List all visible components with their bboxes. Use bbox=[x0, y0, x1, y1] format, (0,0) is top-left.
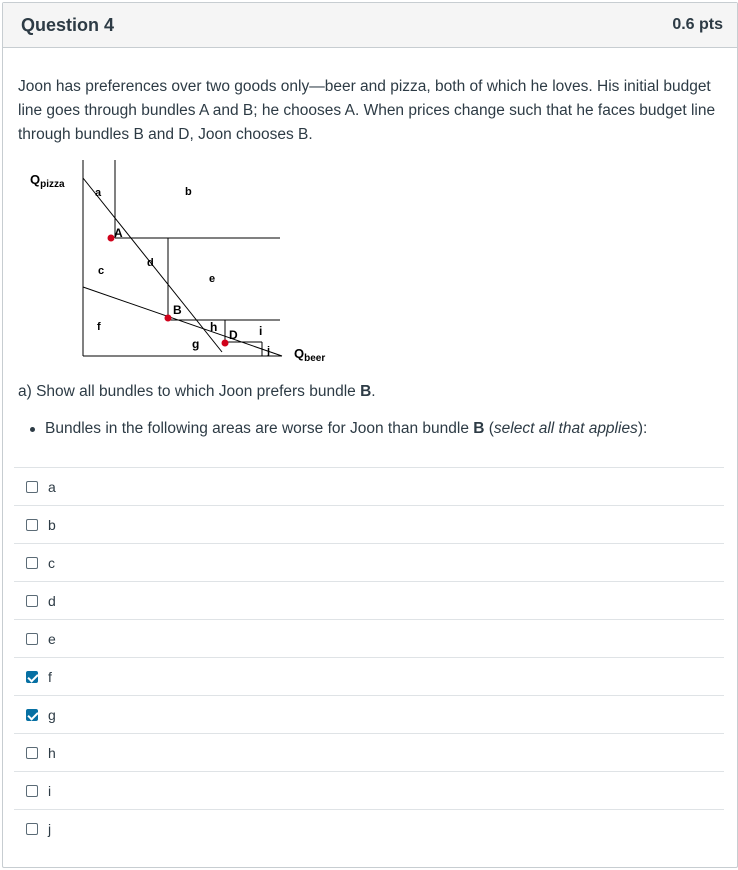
answer-label: c bbox=[48, 554, 55, 571]
answer-checkbox-j[interactable] bbox=[26, 823, 38, 835]
region-label-j: j bbox=[267, 345, 271, 357]
answer-option-a[interactable] bbox=[14, 467, 724, 505]
part-a-suffix: . bbox=[371, 383, 376, 400]
answer-label: d bbox=[48, 592, 56, 609]
answer-checkbox-f[interactable] bbox=[26, 671, 38, 683]
answer-checkbox-i[interactable] bbox=[26, 785, 38, 797]
region-label-c: c bbox=[98, 265, 105, 277]
answer-label: j bbox=[48, 820, 52, 837]
budget-diagram bbox=[22, 160, 352, 370]
answer-checkbox-g[interactable] bbox=[26, 709, 38, 721]
answer-option-d[interactable] bbox=[14, 581, 724, 619]
region-label-b: b bbox=[185, 186, 192, 198]
answer-list bbox=[14, 467, 724, 847]
region-label-e: e bbox=[209, 273, 216, 285]
answer-option-h[interactable] bbox=[14, 733, 724, 771]
part-a-bold: B bbox=[360, 383, 372, 400]
answer-checkbox-h[interactable] bbox=[26, 747, 38, 759]
region-label-f: f bbox=[97, 321, 101, 333]
answer-option-j[interactable] bbox=[14, 809, 724, 847]
region-label-a: a bbox=[95, 187, 102, 199]
answer-label: a bbox=[48, 478, 56, 495]
point-d-marker bbox=[222, 340, 229, 347]
answer-checkbox-b[interactable] bbox=[26, 519, 38, 531]
region-label-i: i bbox=[259, 324, 263, 338]
region-label-h: h bbox=[210, 320, 218, 334]
answer-option-g[interactable] bbox=[14, 695, 724, 733]
point-label-a: A bbox=[114, 226, 123, 240]
budget-line-bd bbox=[83, 287, 282, 356]
answer-option-b[interactable] bbox=[14, 505, 724, 543]
part-a-prompt bbox=[18, 383, 376, 401]
point-label-d: D bbox=[229, 328, 238, 342]
region-label-d: d bbox=[147, 257, 154, 269]
question-points: 0.6 pts bbox=[672, 16, 723, 33]
answer-label: h bbox=[48, 744, 56, 761]
answer-checkbox-a[interactable] bbox=[26, 481, 38, 493]
point-label-b: B bbox=[173, 303, 182, 317]
answer-checkbox-d[interactable] bbox=[26, 595, 38, 607]
point-b-marker bbox=[165, 315, 172, 322]
answer-label: i bbox=[48, 782, 52, 799]
answer-option-f[interactable] bbox=[14, 657, 724, 695]
answer-option-e[interactable] bbox=[14, 619, 724, 657]
y-axis-label: $Q_{pizza}$ bbox=[30, 172, 65, 190]
instruction-text: Bundles in the following areas are worse for Joon than bundle B (select all that applies): bbox=[45, 420, 648, 437]
region-label-g: g bbox=[192, 337, 200, 351]
answer-label: f bbox=[48, 668, 52, 685]
answer-label: g bbox=[48, 706, 56, 723]
question-header bbox=[3, 3, 737, 48]
answer-label: b bbox=[48, 516, 56, 533]
part-a-prefix: a) Show all bundles to which Joon prefers bundle bbox=[18, 383, 361, 400]
answer-checkbox-c[interactable] bbox=[26, 557, 38, 569]
question-text: Joon has preferences over two goods only—beer and pizza, both of which he loves. His initial budget line goes through bundles A and B; he chooses A. When prices change such that he faces budget line through bundles B and D, Joon chooses B. bbox=[18, 78, 716, 143]
bullet-dot bbox=[30, 427, 35, 432]
answer-option-c[interactable] bbox=[14, 543, 724, 581]
instruction-bullet bbox=[30, 420, 647, 438]
question-title: Question 4 bbox=[21, 14, 115, 35]
answer-checkbox-e[interactable] bbox=[26, 633, 38, 645]
answer-option-i[interactable] bbox=[14, 771, 724, 809]
x-axis-label: $Q_{beer}$ bbox=[294, 346, 326, 364]
answer-label: e bbox=[48, 630, 56, 647]
